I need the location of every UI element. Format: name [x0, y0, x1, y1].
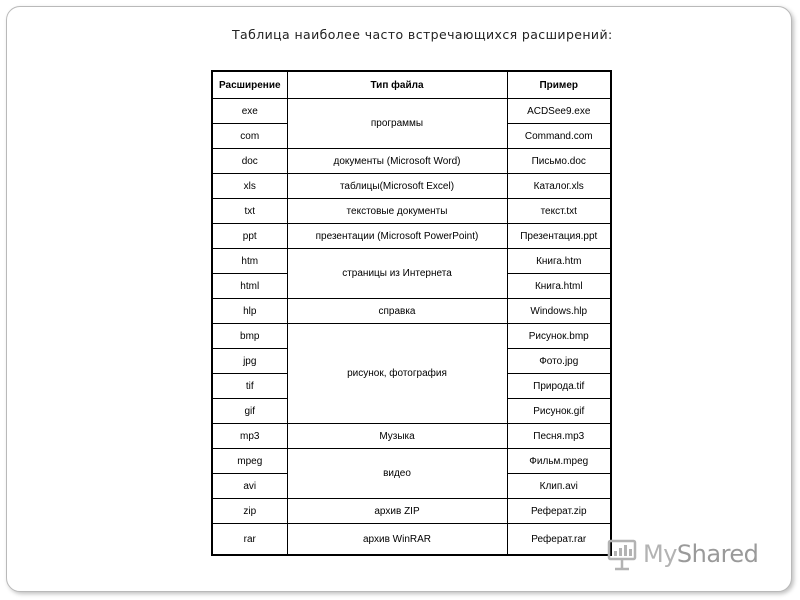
table-row: [212, 224, 611, 249]
cell-ext: rar: [212, 524, 287, 556]
cell-ext: htm: [212, 249, 287, 274]
cell-ext: doc: [212, 149, 287, 174]
table-row: [212, 99, 611, 124]
table-row: [212, 424, 611, 449]
presentation-board-icon: [607, 537, 639, 571]
cell-type: документы (Microsoft Word): [287, 149, 507, 174]
cell-type: архив WinRAR: [287, 524, 507, 556]
cell-example: Природа.tif: [507, 374, 611, 399]
cell-ext: tif: [212, 374, 287, 399]
extensions-table: [211, 70, 612, 556]
table-row: [212, 174, 611, 199]
cell-example: ACDSee9.exe: [507, 99, 611, 124]
cell-ext: hlp: [212, 299, 287, 324]
table-row: [212, 249, 611, 274]
cell-ext: exe: [212, 99, 287, 124]
cell-example: Презентация.ppt: [507, 224, 611, 249]
cell-example: Письмо.doc: [507, 149, 611, 174]
cell-example: Реферат.zip: [507, 499, 611, 524]
cell-example: Книга.html: [507, 274, 611, 299]
cell-example: текст.txt: [507, 199, 611, 224]
cell-example: Каталог.xls: [507, 174, 611, 199]
table-row: [212, 524, 611, 556]
table-row: [212, 449, 611, 474]
cell-type: архив ZIP: [287, 499, 507, 524]
cell-type: видео: [287, 449, 507, 499]
watermark-text: MyShared: [643, 540, 759, 568]
table-row: [212, 199, 611, 224]
cell-type: страницы из Интернета: [287, 249, 507, 299]
cell-example: Фильм.mpeg: [507, 449, 611, 474]
table-header-row: [212, 71, 611, 99]
cell-ext: xls: [212, 174, 287, 199]
cell-ext: jpg: [212, 349, 287, 374]
table-row: [212, 299, 611, 324]
cell-example: Книга.htm: [507, 249, 611, 274]
table-row: [212, 324, 611, 349]
watermark-logo: [607, 537, 758, 571]
cell-type: рисунок, фотография: [287, 324, 507, 424]
cell-example: Рисунок.bmp: [507, 324, 611, 349]
header-example: Пример: [507, 71, 611, 99]
cell-example: Windows.hlp: [507, 299, 611, 324]
cell-example: Command.com: [507, 124, 611, 149]
cell-ext: avi: [212, 474, 287, 499]
cell-type: Музыка: [287, 424, 507, 449]
cell-example: Рисунок.gif: [507, 399, 611, 424]
cell-ext: ppt: [212, 224, 287, 249]
cell-example: Клип.avi: [507, 474, 611, 499]
header-extension: Расширение: [212, 71, 287, 99]
cell-ext: com: [212, 124, 287, 149]
cell-ext: mpeg: [212, 449, 287, 474]
cell-ext: bmp: [212, 324, 287, 349]
table-row: [212, 149, 611, 174]
cell-example: Песня.mp3: [507, 424, 611, 449]
cell-type: презентации (Microsoft PowerPoint): [287, 224, 507, 249]
page-title: Таблица наиболее часто встречающихся расширений:: [232, 27, 613, 42]
cell-example: Фото.jpg: [507, 349, 611, 374]
cell-ext: gif: [212, 399, 287, 424]
cell-type: текстовые документы: [287, 199, 507, 224]
cell-type: программы: [287, 99, 507, 149]
cell-type: справка: [287, 299, 507, 324]
cell-ext: mp3: [212, 424, 287, 449]
cell-ext: zip: [212, 499, 287, 524]
cell-ext: html: [212, 274, 287, 299]
cell-ext: txt: [212, 199, 287, 224]
header-file-type: Тип файла: [287, 71, 507, 99]
cell-example: Реферат.rar: [507, 524, 611, 556]
table-row: [212, 499, 611, 524]
cell-type: таблицы(Microsoft Excel): [287, 174, 507, 199]
